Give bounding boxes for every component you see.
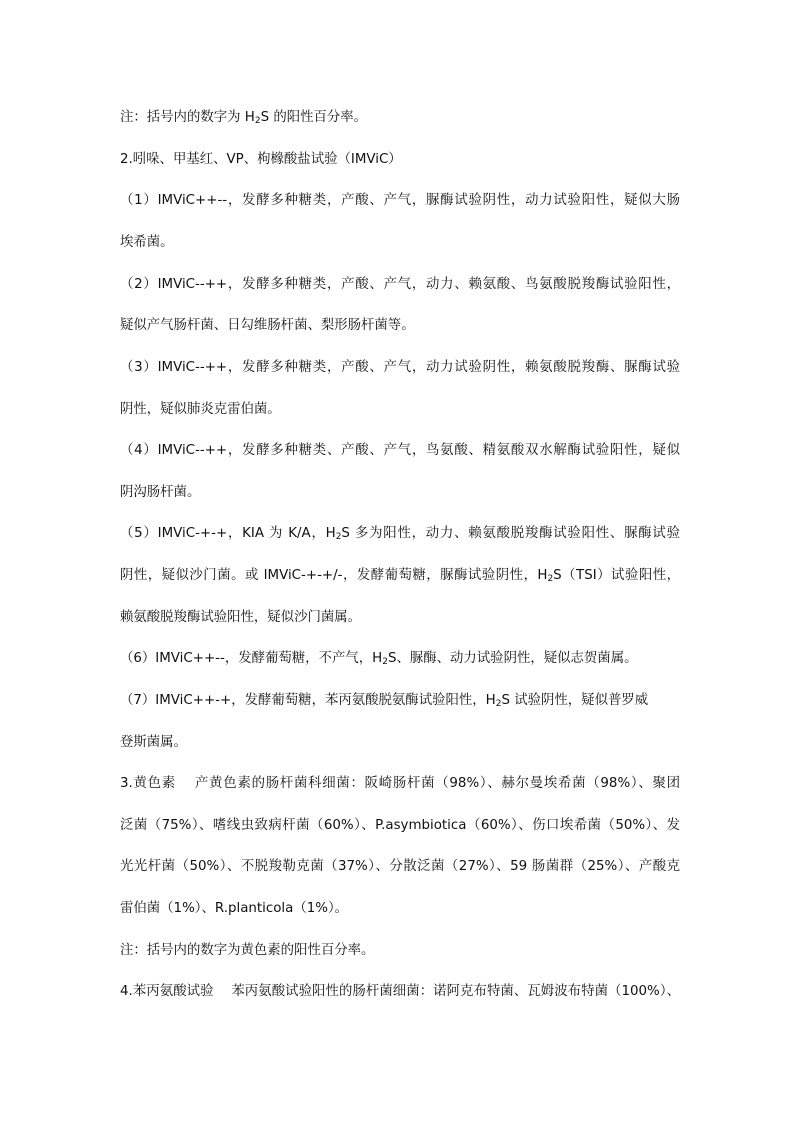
text-line (120, 108, 680, 128)
text-line: 注：括号内的数字为黄色素的阳性百分率。 (120, 943, 375, 958)
subscript: 2 (495, 699, 502, 709)
text-run: S 的阳性百分率。 (260, 110, 368, 125)
text-line: 2.吲哚、甲基红、VP、枸橼酸盐试验（IMViC） (120, 152, 402, 167)
text-line: 赖氨酸脱羧酶试验阳性，疑似沙门菌属。 (120, 610, 362, 625)
text-run: S 试验阴性，疑似普罗威 (501, 693, 649, 708)
text-line: 疑似产气肠杆菌、日勾维肠杆菌、梨形肠杆菌等。 (120, 318, 415, 333)
text-line (120, 566, 680, 586)
text-line: 3.黄色素 产黄色素的肠杆菌科细菌：阪崎肠杆菌（98%）、赫尔曼埃希菌（98%）、聚团 (120, 776, 680, 791)
text-run: （5）IMViC-+-+，KIA 为 K/A，H (120, 526, 336, 541)
subscript: 2 (382, 657, 388, 667)
text-line (120, 691, 680, 711)
text-line: 阴性，疑似肺炎克雷伯菌。 (120, 402, 281, 417)
text-line: 登斯菌属。 (120, 735, 187, 750)
text-line: 泛菌（75%）、嗜线虫致病杆菌（60%）、P.asymbiotica（60%）、伤口埃希菌（50%）、发 (120, 818, 680, 833)
text-line: （1）IMViC++--，发酵多种糖类，产酸、产气，脲酶试验阴性，动力试验阳性，疑似大肠 (120, 193, 680, 208)
text-line: （2）IMViC--++，发酵多种糖类，产酸、产气，动力、赖氨酸、鸟氨酸脱羧酶试验阳性， (120, 277, 680, 292)
subscript: 2 (547, 574, 554, 584)
text-line: 雷伯菌（1%）、R.planticola（1%）。 (120, 901, 349, 916)
text-line: 阴沟肠杆菌。 (120, 485, 201, 500)
subscript: 2 (254, 116, 261, 126)
text-line (120, 649, 680, 669)
text-line: 4.苯丙氨酸试验 苯丙氨酸试验阳性的肠杆菌细菌：诺阿克布特菌、瓦姆波布特菌（100%）、 (120, 984, 680, 999)
text-run: 阴性，疑似沙门菌。或 IMViC-+-+/-，发酵葡萄糖，脲酶试验阴性，H (120, 568, 548, 583)
text-run: （6）IMViC++--，发酵葡萄糖，不产气，H (120, 651, 383, 666)
text-run: （7）IMViC++-+，发酵葡萄糖，苯丙氨酸脱氨酶试验阳性，H (120, 693, 496, 708)
text-line (120, 524, 680, 544)
text-run: S、脲酶、动力试验阴性，疑似志贺菌属。 (387, 651, 638, 666)
text-run: S（TSI）试验阳性， (553, 568, 680, 583)
text-line: （4）IMViC--++，发酵多种糖类、产酸、产气，鸟氨酸、精氨酸双水解酶试验阳性，疑似 (120, 443, 680, 458)
subscript: 2 (335, 532, 342, 542)
text-line: 光光杆菌（50%）、不脱羧勒克菌（37%）、分散泛菌（27%）、59 肠菌群（25%）、产酸克 (120, 859, 680, 874)
text-run: 注：括号内的数字为 H (120, 110, 255, 125)
text-line: 埃希菌。 (120, 235, 174, 250)
text-run: S 多为阳性，动力、赖氨酸脱羧酶试验阳性、脲酶试验 (341, 526, 680, 541)
text-line: （3）IMViC--++，发酵多种糖类，产酸、产气，动力试验阴性，赖氨酸脱羧酶、脲酶试验 (120, 360, 680, 375)
